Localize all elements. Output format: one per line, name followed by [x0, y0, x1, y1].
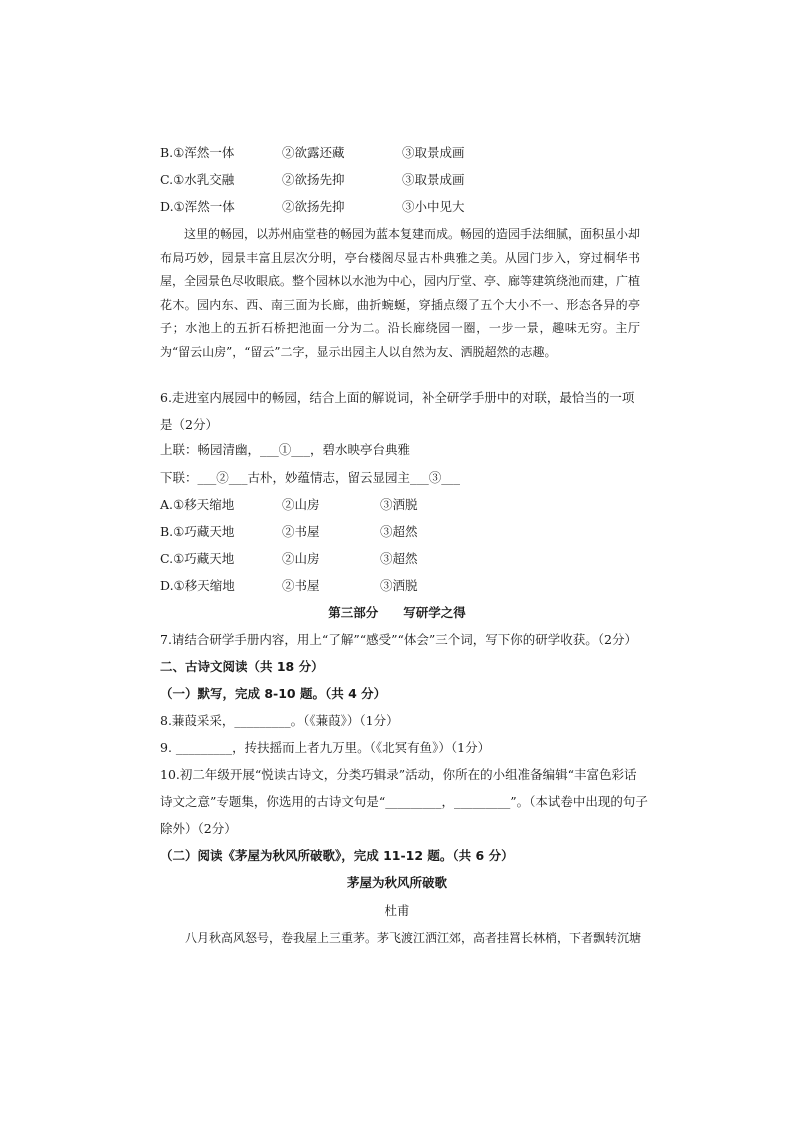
option-part-2: ②书屋	[282, 578, 320, 593]
q6-upper-couplet: 上联：畅园清幽，___①___，碧水映亭台典雅	[160, 442, 411, 457]
option-part-2: ②欲扬先抑	[282, 199, 345, 214]
q8-text: 8.蒹葭采采，_________。（《蒹葭》）（1分）	[160, 713, 399, 728]
option-part-1: D.①浑然一体	[160, 199, 235, 214]
option-part-3: ③取景成画	[402, 145, 465, 160]
q5-option-b[interactable]	[160, 144, 640, 162]
q10-line-2: 诗文之意”专题集，你选用的古诗文句是“_________，_________”。（本试卷中出现的句子	[160, 794, 648, 809]
poem-title: 茅屋为秋风所破歌	[346, 875, 447, 890]
option-part-1: C.①水乳交融	[160, 172, 235, 187]
q10-line-1: 10.初二年级开展“悦读古诗文，分类巧辑录”活动，你所在的小组准备编辑“丰富色彩话	[160, 767, 637, 782]
option-part-3: ③小中见大	[402, 199, 465, 214]
option-part-3: ③超然	[380, 551, 418, 566]
part3-title: 第三部分 写研学之得	[328, 605, 466, 620]
q5-option-c[interactable]	[160, 171, 640, 189]
option-part-3: ③洒脱	[380, 497, 418, 512]
option-part-1: C.①巧藏天地	[160, 551, 235, 566]
q6-option-c[interactable]	[160, 550, 640, 568]
q10-line-3: 除外）（2分）	[160, 821, 237, 836]
q6-option-b[interactable]	[160, 523, 640, 541]
q5-option-d[interactable]	[160, 198, 640, 216]
option-part-2: ②山房	[282, 497, 320, 512]
option-part-2: ②欲露还藏	[282, 145, 345, 160]
option-part-1: A.①移天缩地	[160, 497, 235, 512]
option-part-1: B.①浑然一体	[160, 145, 235, 160]
option-part-1: B.①巧藏天地	[160, 524, 235, 539]
q6-option-a[interactable]	[160, 496, 640, 514]
passage-text: 这里的畅园，以苏州庙堂巷的畅园为蓝本复建而成。畅园的造园手法细腻，面积虽小却布局巧妙，园景丰富且层次分明，亭台楼阁尽显古朴典雅之美。从园门步入，穿过桐华书屋，全园景色尽收眼底。整个园林以水池为中心，园内厅堂、亭、廊等建筑绕池而建，广植花木。园内东、西、南三面为长廊，曲折蜿蜒，穿插点缀了五个大小不一、形态各异的亭子；水池上的五折石桥把池面一分为二。沿长廊绕园一圈，一步一景，趣味无穷。主厅为“留云山房”，“留云”二字，显示出园主人以自然为友、洒脱超然的志趣。	[160, 227, 641, 359]
option-part-2: ②书屋	[282, 524, 320, 539]
option-part-2: ②欲扬先抑	[282, 172, 345, 187]
subsection2-title: （二）阅读《茅屋为秋风所破歌》，完成 11-12 题。（共 6 分）	[160, 848, 514, 863]
subsection1-title: （一）默写，完成 8-10 题。（共 4 分）	[160, 686, 387, 701]
poem-line-1: 八月秋高风怒号，卷我屋上三重茅。茅飞渡江洒江郊，高者挂罥长林梢，下者飘转沉塘	[185, 931, 642, 945]
option-part-3: ③超然	[380, 524, 418, 539]
q6-stem: 6.走进室内展园中的畅园，结合上面的解说词，补全研学手册中的对联，最恰当的一项是（2分）	[160, 390, 635, 432]
option-part-3: ③洒脱	[380, 578, 418, 593]
option-part-3: ③取景成画	[402, 172, 465, 187]
poem-author: 杜甫	[384, 903, 410, 918]
option-part-1: D.①移天缩地	[160, 578, 235, 593]
q9-text: 9. _________，抟扶摇而上者九万里。（《北冥有鱼》）（1分）	[160, 740, 491, 755]
garden-passage	[160, 223, 640, 365]
section2-title: 二、古诗文阅读（共 18 分）	[160, 659, 324, 674]
option-part-2: ②山房	[282, 551, 320, 566]
q6-option-d[interactable]	[160, 577, 640, 595]
q7-text: 7.请结合研学手册内容，用上“了解”“感受”“体会”三个词，写下你的研学收获。（2分）	[160, 632, 637, 647]
q6-lower-couplet: 下联：___②___古朴，妙蕴情志，留云显园主___③___	[160, 470, 461, 485]
